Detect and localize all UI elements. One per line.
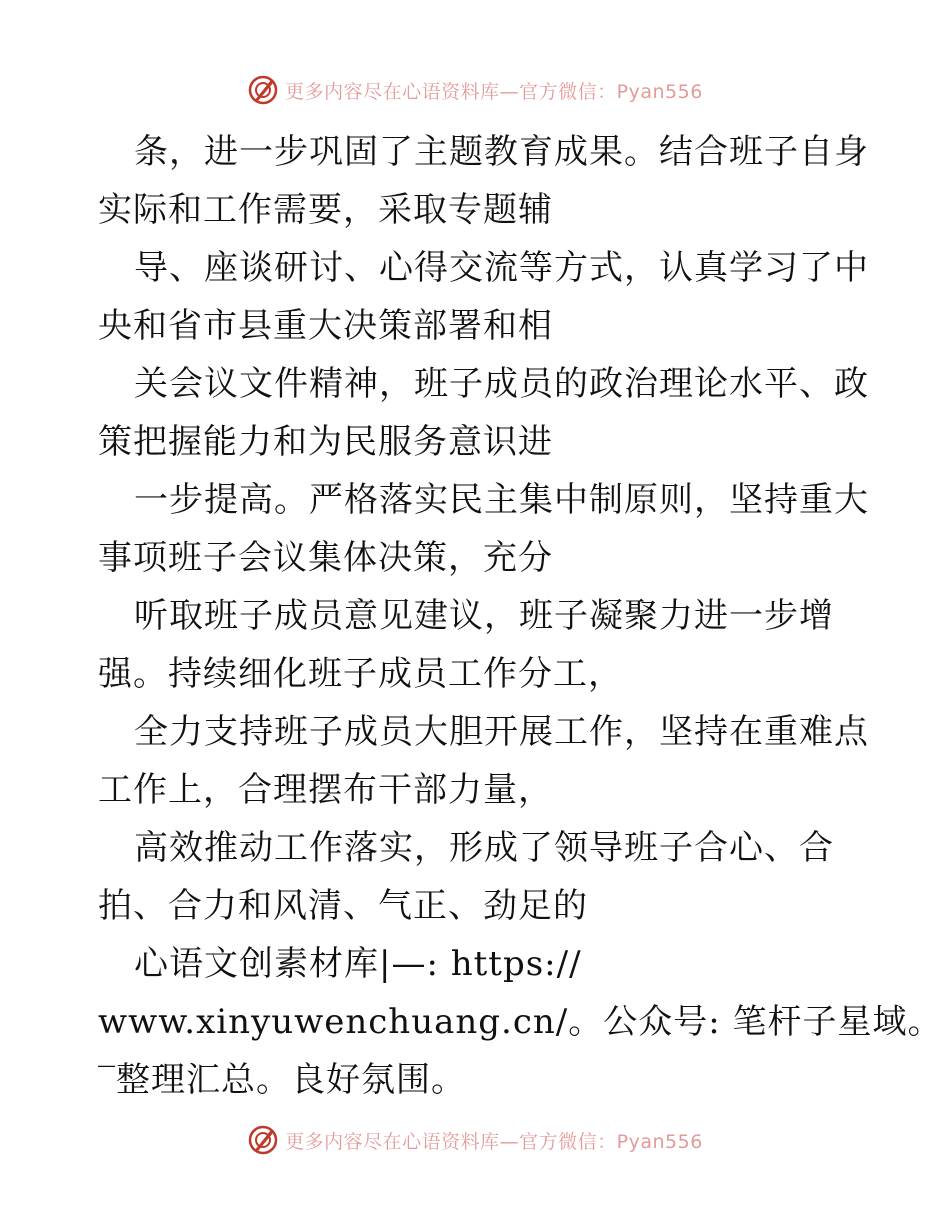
quill-logo-icon	[247, 74, 279, 106]
text-line: 高效推动工作落实，形成了领导班子合心、合	[134, 828, 834, 868]
footer-banner	[0, 1120, 950, 1160]
text-line: 条，进一步巩固了主题教育成果。结合班子自身	[134, 132, 869, 172]
text-line: 关会议文件精神，班子成员的政治理论水平、政	[134, 364, 869, 404]
text-line: 拍、合力和风清、气正、劲足的	[98, 886, 588, 926]
text-line: 导、座谈研讨、心得交流等方式，认真学习了中	[134, 248, 869, 288]
header-banner	[0, 70, 950, 110]
source-line: 心语文创素材库|—: https://	[134, 944, 582, 984]
footer-banner-text: 更多内容尽在心语资料库—官方微信：Pyan556	[285, 1130, 703, 1153]
text-line: 工作上，合理摆布干部力量，	[98, 770, 553, 810]
text-line: 听取班子成员意见建议，班子凝聚力进一步增	[134, 596, 834, 636]
text-line: 策把握能力和为民服务意识进	[98, 422, 553, 462]
source-url-line: www.xinyuwenchuang.cn/。公众号: 笔杆子星域。	[98, 1002, 943, 1042]
text-line: 强。持续细化班子成员工作分工，	[98, 654, 623, 694]
text-line: 全力支持班子成员大胆开展工作，坚持在重难点	[134, 712, 869, 752]
text-line: 事项班子会议集体决策，充分	[98, 538, 553, 578]
text-line: ‾整理汇总。良好氛围。	[98, 1060, 466, 1100]
header-banner-text: 更多内容尽在心语资料库—官方微信：Pyan556	[285, 80, 703, 103]
quill-logo-icon	[247, 1124, 279, 1156]
text-line: 实际和工作需要，采取专题辅	[98, 190, 553, 230]
document-body	[98, 123, 943, 1109]
text-line: 央和省市县重大决策部署和相	[98, 306, 553, 346]
text-line: 一步提高。严格落实民主集中制原则，坚持重大	[134, 480, 869, 520]
